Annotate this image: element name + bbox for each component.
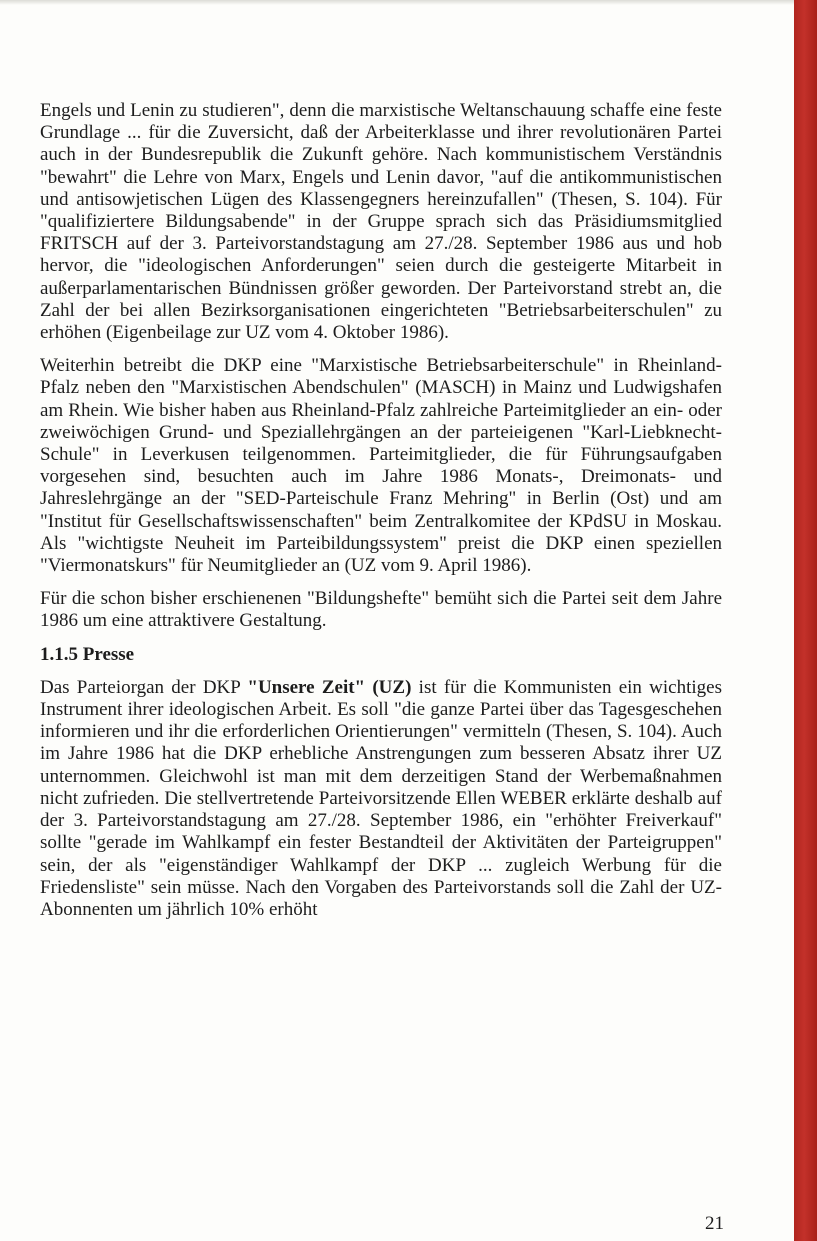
paragraph-presse — [40, 677, 722, 921]
page-number: 21 — [705, 1213, 724, 1234]
paragraph-bildung-3: Für die schon bisher erschienenen "Bildungshefte" bemüht sich die Partei seit dem Jahre 1986 um eine attraktivere Gestaltung. — [40, 588, 722, 632]
presse-rest: ist für die Kommunisten ein wichtiges Instrument ihrer ideologischen Arbeit. Es soll "die ganze Partei über das Tagesgeschehen informieren und ihr die erforderlichen Orientierungen" vermitteln (Thesen, S. 104). Auch im Jahre 1986 hat die DKP erhebliche Anstrengungen zum besseren Absatz ihrer UZ unternommen. Gleichwohl ist man mit dem derzeitigen Stand der Werbemaßnahmen nicht zufrieden. Die stellvertretende Parteivorsitzende Ellen WEBER erklärte deshalb auf der 3. Parteivorstandstagung am 27./28. September 1986, ein "erhöhter Freiverkauf" sollte "gerade im Wahlkampf ein fester Bestandteil der Aktivitäten der Parteigruppen" sein, der als "eigenständiger Wahlkampf der DKP ... zugleich Werbung für die Friedensliste" sein müsse. Nach den Vorgaben des Parteivorstands soll die Zahl der UZ-Abonnenten um jährlich 10% erhöht — [40, 676, 722, 920]
newspaper-title: "Unsere Zeit" (UZ) — [247, 676, 412, 698]
body-text — [40, 100, 722, 932]
paragraph-bildung-1: Engels und Lenin zu studieren", denn die marxistische Weltanschauung schaffe eine feste Grundlage ... für die Zuversicht, daß der Arbeiterklasse und ihrer revolutionären Partei auch in der Bundesrepublik die Zukunft gehöre. Nach kommunistischem Verständnis "bewahrt" die Lehre von Marx, Engels und Lenin davor, "auf die antikommunistischen und antisowjetischen Lügen des Klassengegners hereinzufallen" (Thesen, S. 104). Für "qualifiziertere Bildungsabende" in der Gruppe sprach sich das Präsidiumsmitglied FRITSCH auf der 3. Parteivorstandstagung am 27./28. September 1986 aus und hob hervor, die "ideologischen Anforderungen" seien durch die gesteigerte Mitarbeit in außerparlamentarischen Bündnissen größer geworden. Der Parteivorstand strebt an, die Zahl der bei allen Bezirksorganisationen eingerichteten "Betriebsarbeiterschulen" zu erhöhen (Eigenbeilage zur UZ vom 4. Oktober 1986). — [40, 100, 722, 344]
presse-lead: Das Parteiorgan der DKP — [40, 676, 248, 698]
page-top-shadow — [0, 0, 795, 5]
red-book-edge — [794, 0, 817, 1241]
section-heading-presse: 1.1.5 Presse — [40, 643, 135, 665]
paragraph-bildung-2: Weiterhin betreibt die DKP eine "Marxistische Betriebsarbeiterschule" in Rheinland-Pfalz neben den "Marxistischen Abendschulen" (MASCH) in Mainz und Ludwigshafen am Rhein. Wie bisher haben aus Rheinland-Pfalz zahlreiche Parteimitglieder an ein- oder zweiwöchigen Grund- und Speziallehrgängen an der parteieigenen "Karl-Liebknecht-Schule" in Leverkusen teilgenommen. Parteimitglieder, die für Führungsaufgaben vorgesehen sind, besuchten auch im Jahre 1986 Monats-, Dreimonats- und Jahreslehrgänge an der "SED-Parteischule Franz Mehring" in Berlin (Ost) und am "Institut für Gesellschaftswissenschaften" beim Zentralkomitee der KPdSU in Moskau. Als "wichtigste Neuheit im Parteibildungssystem" preist die DKP einen speziellen "Viermonatskurs" für Neumitglieder an (UZ vom 9. April 1986). — [40, 355, 722, 577]
